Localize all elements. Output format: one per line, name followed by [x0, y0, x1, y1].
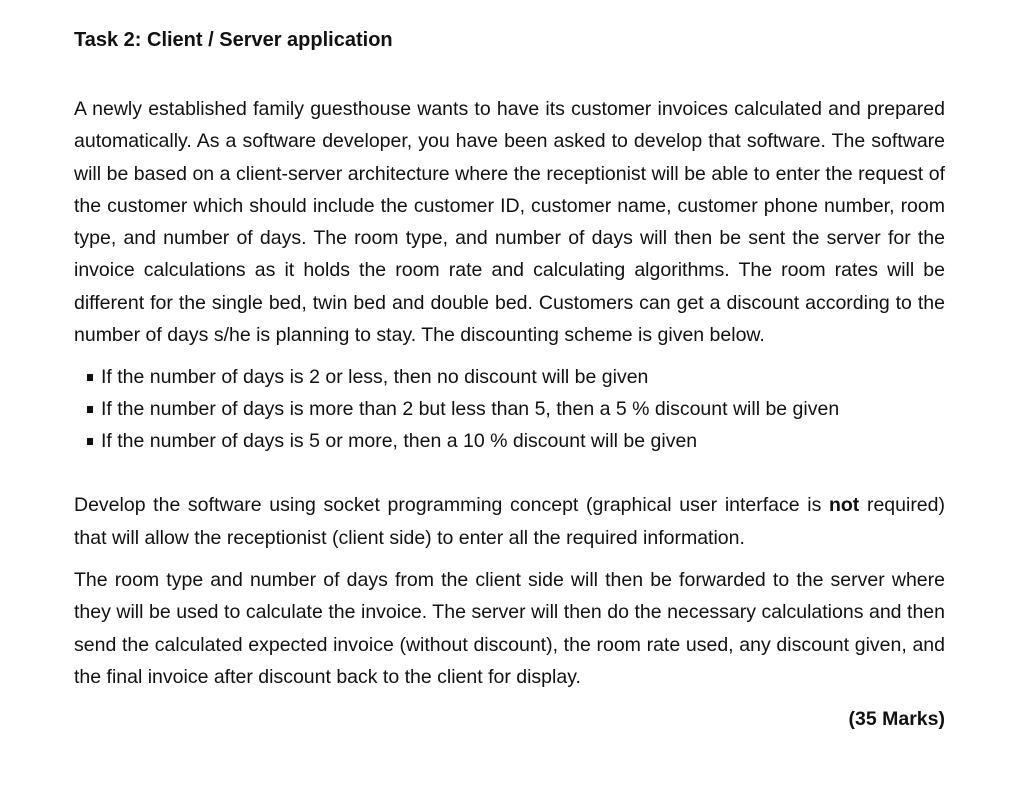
square-bullet-icon — [87, 438, 93, 445]
square-bullet-icon — [87, 374, 93, 381]
discount-item — [74, 425, 945, 457]
task-title: Task 2: Client / Server application — [74, 29, 393, 51]
discount-item-text: If the number of days is 2 or less, then no discount will be given — [101, 366, 649, 389]
discount-item — [74, 393, 945, 425]
discount-list — [74, 361, 945, 457]
intro-paragraph: A newly established family guesthouse wants to have its customer invoices calculated and prepared automatically. As a software developer, you have been asked to develop that software. The software will be based on a client-server architecture where the receptionist will be able to enter the request of the customer which should include the customer ID, customer name, customer phone number, room type, and number of days. The room type, and number of days will then be sent the server for the invoice calculations as it holds the room rate and calculating algorithms. The room rates will be different for the single bed, twin bed and double bed. Customers can get a discount according to the number of days s/he is planning to stay. The discounting scheme is given below. — [74, 98, 945, 347]
develop-text-after: required) that will allow the receptionist (client side) to enter all the required information. — [74, 494, 945, 549]
document-page — [74, 24, 945, 735]
square-bullet-icon — [87, 406, 93, 413]
develop-emphasis: not — [828, 494, 860, 517]
discount-item-text: If the number of days is 5 or more, then a 10 % discount will be given — [101, 430, 698, 453]
develop-text-before: Develop the software using socket programming concept (graphical user interface is — [74, 494, 829, 517]
discount-item — [74, 361, 945, 393]
develop-paragraph — [74, 489, 945, 554]
room-paragraph: The room type and number of days from the client side will then be forwarded to the server where they will be used to calculate the invoice. The server will then do the necessary calculations and then send the calculated expected invoice (without discount), the room rate used, any discount given, and the final invoice after discount back to the client for display. — [74, 568, 945, 688]
discount-item-text: If the number of days is more than 2 but less than 5, then a 5 % discount will be given — [101, 398, 840, 421]
marks-label: (35 Marks) — [848, 708, 945, 731]
